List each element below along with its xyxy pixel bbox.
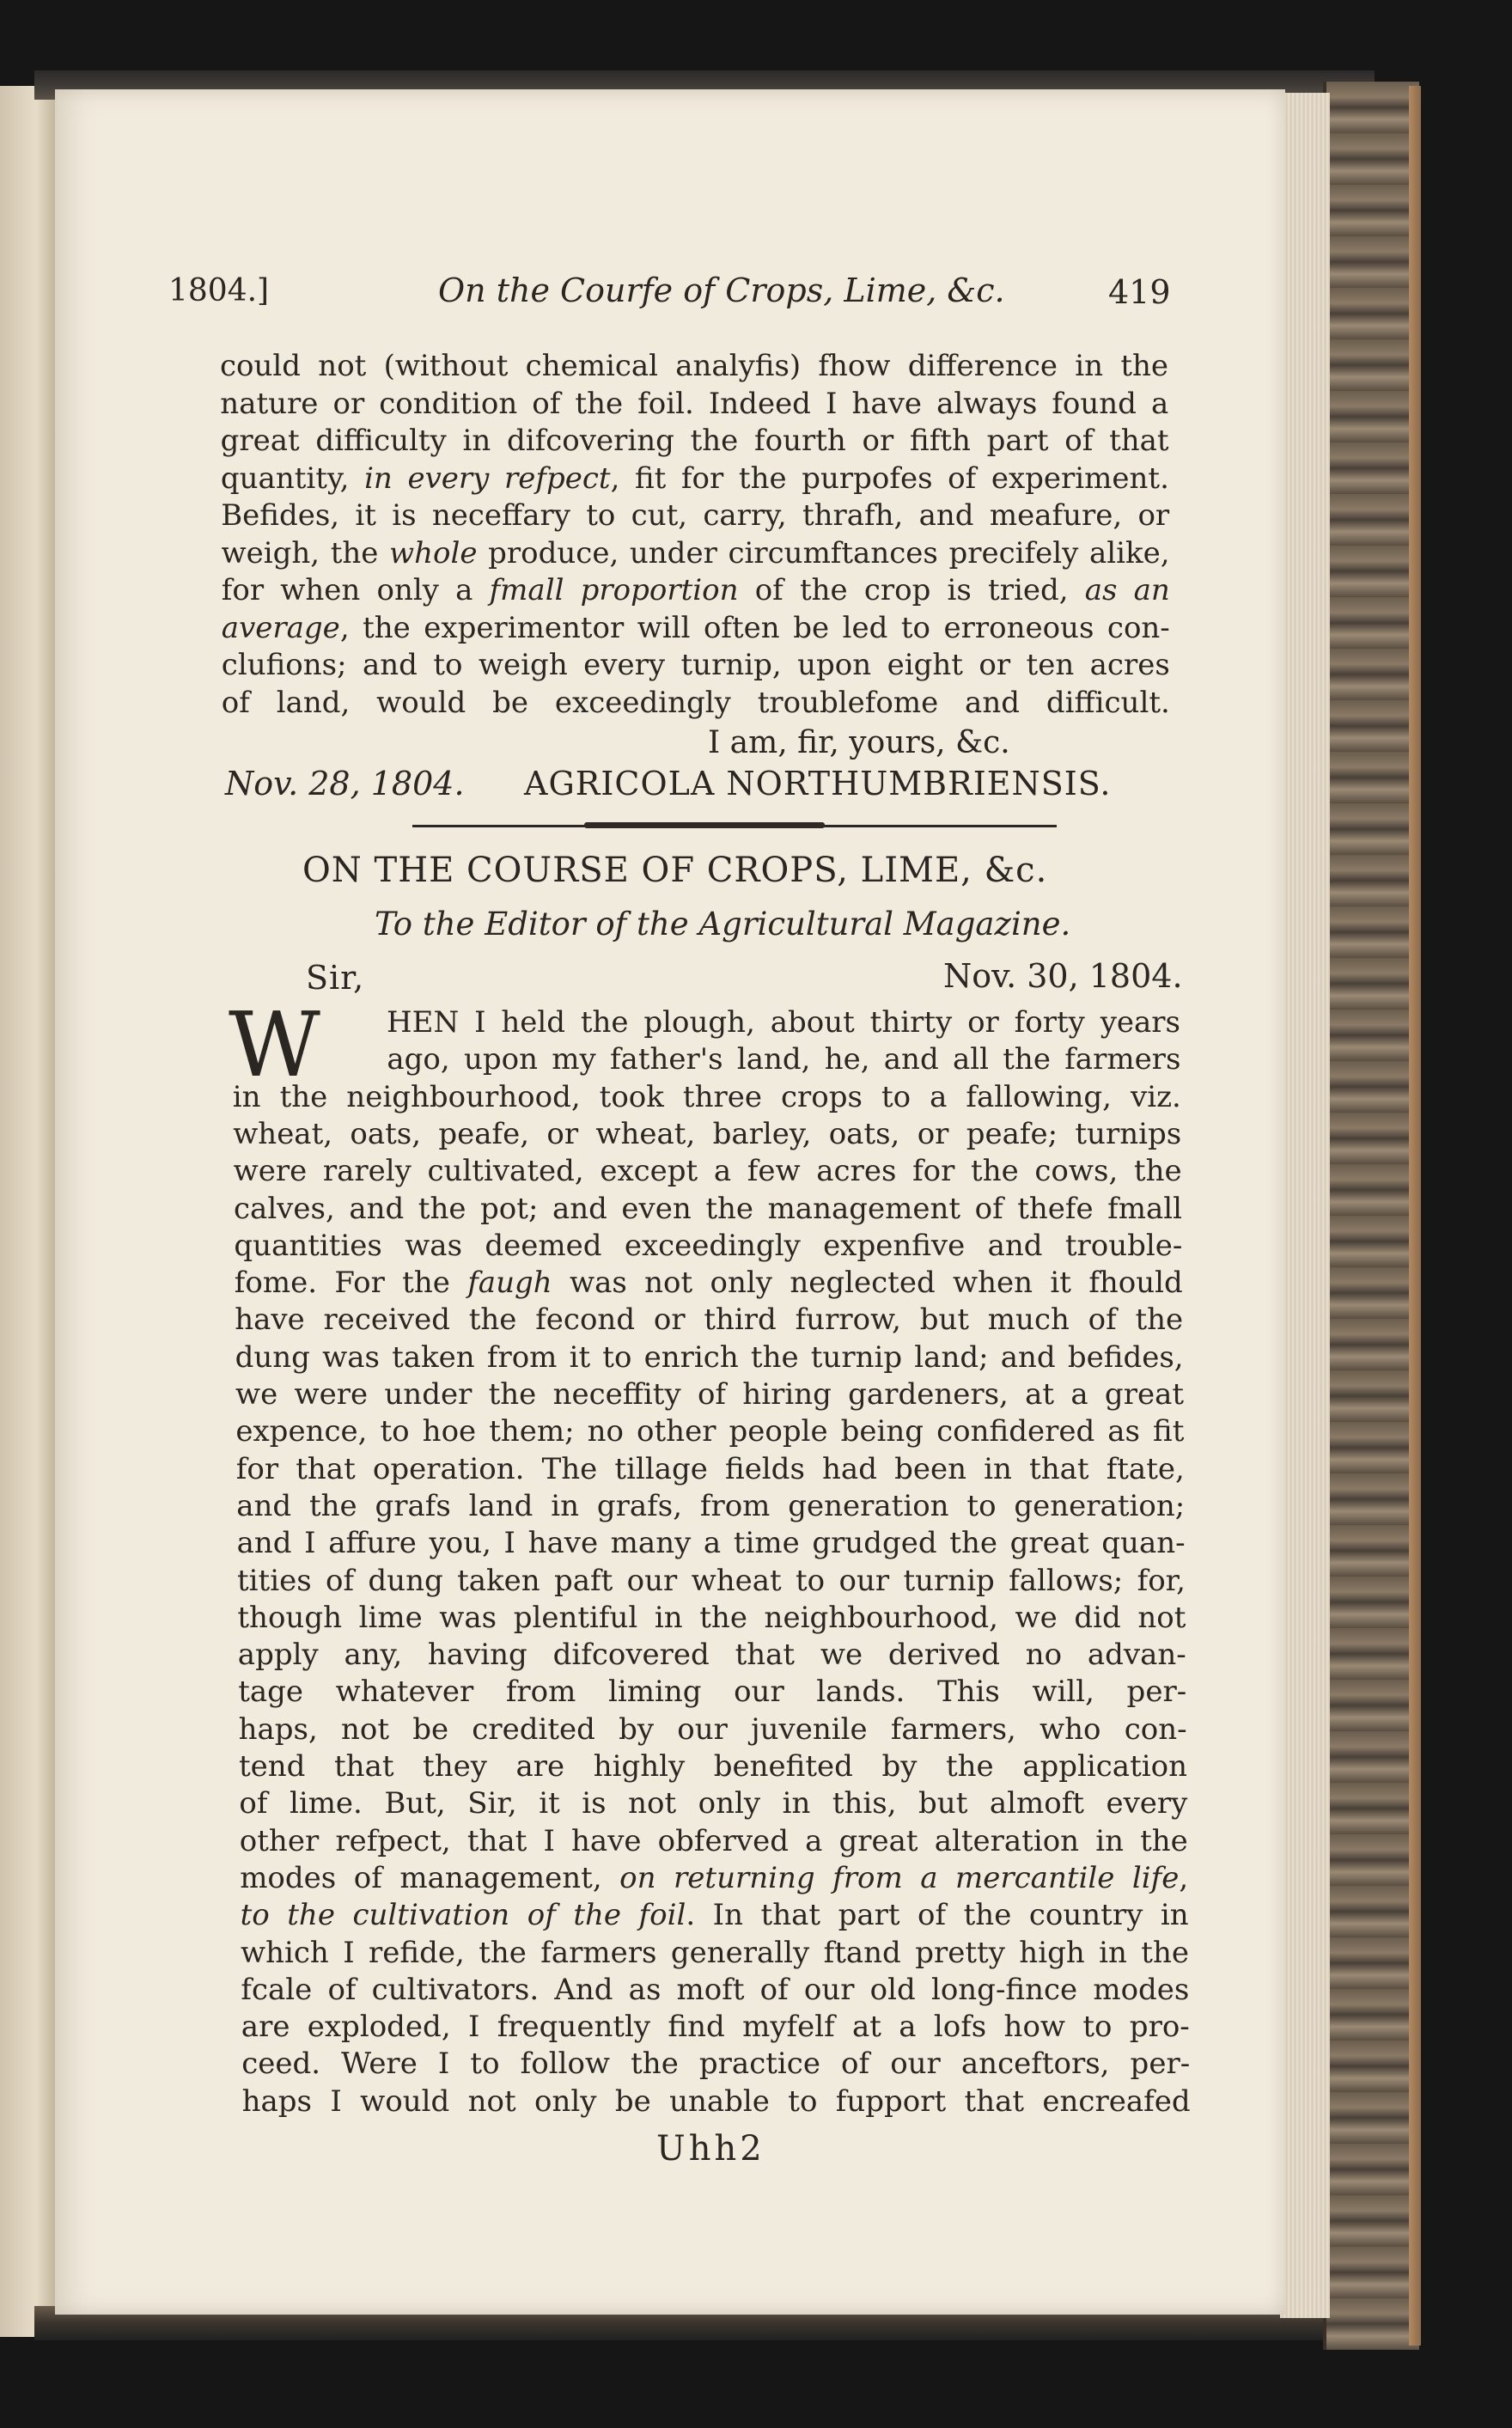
text-segment: of lime. But, Sir, it is not only in this, but almoft every	[239, 1786, 1188, 1821]
text-segment: as an	[1084, 573, 1170, 607]
text-segment: HEN I held the plough, about thirty or forty years	[387, 1005, 1180, 1040]
text-line	[236, 1452, 1185, 1486]
text-line	[237, 1526, 1186, 1560]
text-line	[241, 1936, 1189, 1970]
text-segment: nature or condition of the foil. Indeed I have always found a	[220, 386, 1169, 421]
text-line	[235, 1414, 1184, 1449]
text-line	[241, 1898, 1189, 1932]
text-segment: wheat, oats, peafe, or wheat, barley, oats, or peafe; turnips	[233, 1116, 1182, 1151]
text-segment: weigh, the	[221, 535, 390, 570]
text-line	[241, 1973, 1189, 2007]
text-line	[241, 2010, 1190, 2044]
closing-line: I am, fir, yours, &c.	[708, 725, 1010, 760]
text-line	[234, 1154, 1182, 1188]
text-line	[233, 1080, 1181, 1114]
text-line	[235, 1377, 1184, 1412]
text-segment: average	[221, 610, 340, 645]
text-segment: was not only neglected when it fhould	[552, 1266, 1183, 1301]
leather-spine-edge	[1409, 86, 1421, 2346]
article-address: To the Editor of the Agricultural Magazine.	[375, 906, 1071, 943]
running-header	[168, 273, 1182, 316]
text-line	[222, 536, 1170, 570]
previous-letter-signature: AGRICOLA NORTHUMBRIENSIS.	[524, 765, 1112, 802]
text-line	[222, 573, 1170, 607]
text-line	[387, 1005, 1180, 1040]
text-line	[236, 1489, 1185, 1523]
drop-cap: W	[229, 992, 320, 1097]
article-title: ON THE COURSE OF CROPS, LIME, &c.	[302, 851, 1048, 890]
text-line	[239, 1786, 1187, 1821]
header-year: 1804.]	[168, 273, 270, 308]
text-segment: fome. For the	[234, 1266, 468, 1301]
text-segment: on returning from a mercantile life	[619, 1860, 1180, 1895]
text-segment: to the cultivation of the foil	[240, 1898, 686, 1933]
text-segment: clufions; and to weigh every turnip, upon eight or ten acres	[221, 648, 1170, 682]
text-segment: other refpect, that I have obferved a great alteration in the	[239, 1823, 1188, 1858]
text-line	[237, 1564, 1186, 1598]
left-page-edge	[0, 86, 60, 2337]
section-divider-center	[584, 822, 825, 828]
text-line	[233, 1117, 1181, 1151]
letter-date: Nov. 30, 1804.	[943, 957, 1183, 995]
text-segment: of land, would be exceedingly troublefome and difficult.	[221, 685, 1170, 720]
text-segment: haps, not be credited by our juvenile farmers, who con-	[238, 1711, 1187, 1747]
marbled-cover	[1323, 82, 1419, 2350]
text-line	[239, 1712, 1187, 1747]
text-line	[238, 1675, 1186, 1709]
text-line	[239, 1749, 1187, 1784]
text-segment: , fit for the purpofes of experiment.	[610, 461, 1169, 496]
text-segment: dung was taken from it to enrich the turnip land; and befides,	[235, 1339, 1184, 1375]
header-title: On the Courfe of Crops, Lime, &c.	[438, 271, 1005, 309]
text-segment: calves, and the pot; and even the management of thefe fmall	[234, 1191, 1182, 1226]
text-segment: have received the fecond or third furrow, but much of the	[235, 1302, 1184, 1338]
text-segment: though lime was plentiful in the neighbourhood, we did not	[237, 1600, 1186, 1635]
text-line	[221, 424, 1169, 458]
text-segment: faugh	[467, 1266, 552, 1301]
text-line	[221, 461, 1169, 496]
text-segment: quantities was deemed exceedingly expenfive and trouble-	[234, 1228, 1183, 1263]
text-line	[220, 349, 1168, 383]
text-line	[241, 2047, 1190, 2081]
text-segment: apply any, having difcovered that we derived no advan-	[237, 1638, 1186, 1673]
text-segment: for when only a	[221, 573, 490, 607]
text-line	[387, 1042, 1180, 1077]
text-segment: in every refpect	[364, 461, 611, 496]
salutation: Sir,	[306, 959, 365, 997]
text-segment: ceed. Were I to follow the practice of our anceftors, per-	[241, 2047, 1191, 2082]
text-segment: tities of dung taken paft our wheat to our turnip fallows; for,	[237, 1563, 1186, 1598]
text-segment: for that operation. The tillage fields had been in that ftate,	[235, 1451, 1185, 1486]
text-line	[235, 1266, 1183, 1300]
text-segment: great difficulty in difcovering the fourth or fifth part of that	[220, 424, 1169, 458]
text-line	[220, 387, 1168, 421]
text-segment: fmall proportion	[489, 573, 739, 607]
text-segment: haps I would not only be unable to fupport that encreafed	[241, 2083, 1191, 2119]
text-line	[240, 1861, 1188, 1895]
text-segment: expence, to hoe them; no other people being confidered as fit	[235, 1414, 1185, 1449]
text-segment: tend that they are highly benefited by the application	[239, 1749, 1187, 1784]
page-stack	[1280, 93, 1330, 2318]
text-line	[235, 1340, 1184, 1375]
previous-letter-date: Nov. 28, 1804.	[225, 765, 465, 802]
text-segment: . In that part of the country in	[686, 1898, 1189, 1933]
text-segment: Befides, it is neceffary to cut, carry, thrafh, and meafure, or	[221, 498, 1170, 533]
text-segment: could not (without chemical analyfis) fhow difference in the	[220, 349, 1168, 383]
text-line	[238, 1638, 1186, 1672]
text-line	[222, 611, 1170, 645]
text-line	[234, 1192, 1182, 1226]
text-line	[235, 1302, 1183, 1337]
text-segment: ago, upon my father's land, he, and all the farmers	[387, 1042, 1181, 1077]
page-number: 419	[1108, 273, 1171, 311]
text-segment: fcale of cultivators. And as moft of our old long-fince modes	[241, 1972, 1190, 2007]
text-line	[221, 498, 1169, 533]
text-line	[242, 2084, 1191, 2119]
text-line	[222, 686, 1170, 720]
text-segment: produce, under circumftances precifely alike,	[477, 535, 1170, 570]
text-segment: modes of management,	[240, 1860, 620, 1895]
text-line	[222, 648, 1170, 682]
text-segment: are exploded, I frequently find myfelf at a lofs how to pro-	[241, 2010, 1190, 2045]
text-line	[240, 1824, 1188, 1858]
text-segment: ,	[1179, 1860, 1189, 1895]
text-line	[234, 1229, 1182, 1263]
text-segment: of the crop is tried,	[738, 573, 1085, 607]
text-line	[237, 1601, 1186, 1635]
text-segment: which I refide, the farmers generally ftand pretty high in the	[241, 1935, 1189, 1970]
text-segment: and I affure you, I have many a time grudged the great quan-	[236, 1526, 1186, 1561]
text-segment: we were under the neceffity of hiring gardeners, at a great	[235, 1377, 1184, 1412]
text-segment: were rarely cultivated, except a few acres for the cows, the	[233, 1154, 1182, 1189]
text-segment: tage whatever from liming our lands. This will, per-	[238, 1675, 1187, 1710]
text-segment: whole	[389, 535, 478, 570]
text-segment: and the grafs land in grafs, from generation to generation;	[236, 1488, 1186, 1523]
text-segment: , the experimentor will often be led to erroneous con-	[339, 610, 1170, 645]
text-segment: quantity,	[220, 461, 365, 496]
text-segment: in the neighbourhood, took three crops to a fallowing, viz.	[232, 1079, 1181, 1114]
signature-mark: Uhh2	[656, 2129, 765, 2169]
